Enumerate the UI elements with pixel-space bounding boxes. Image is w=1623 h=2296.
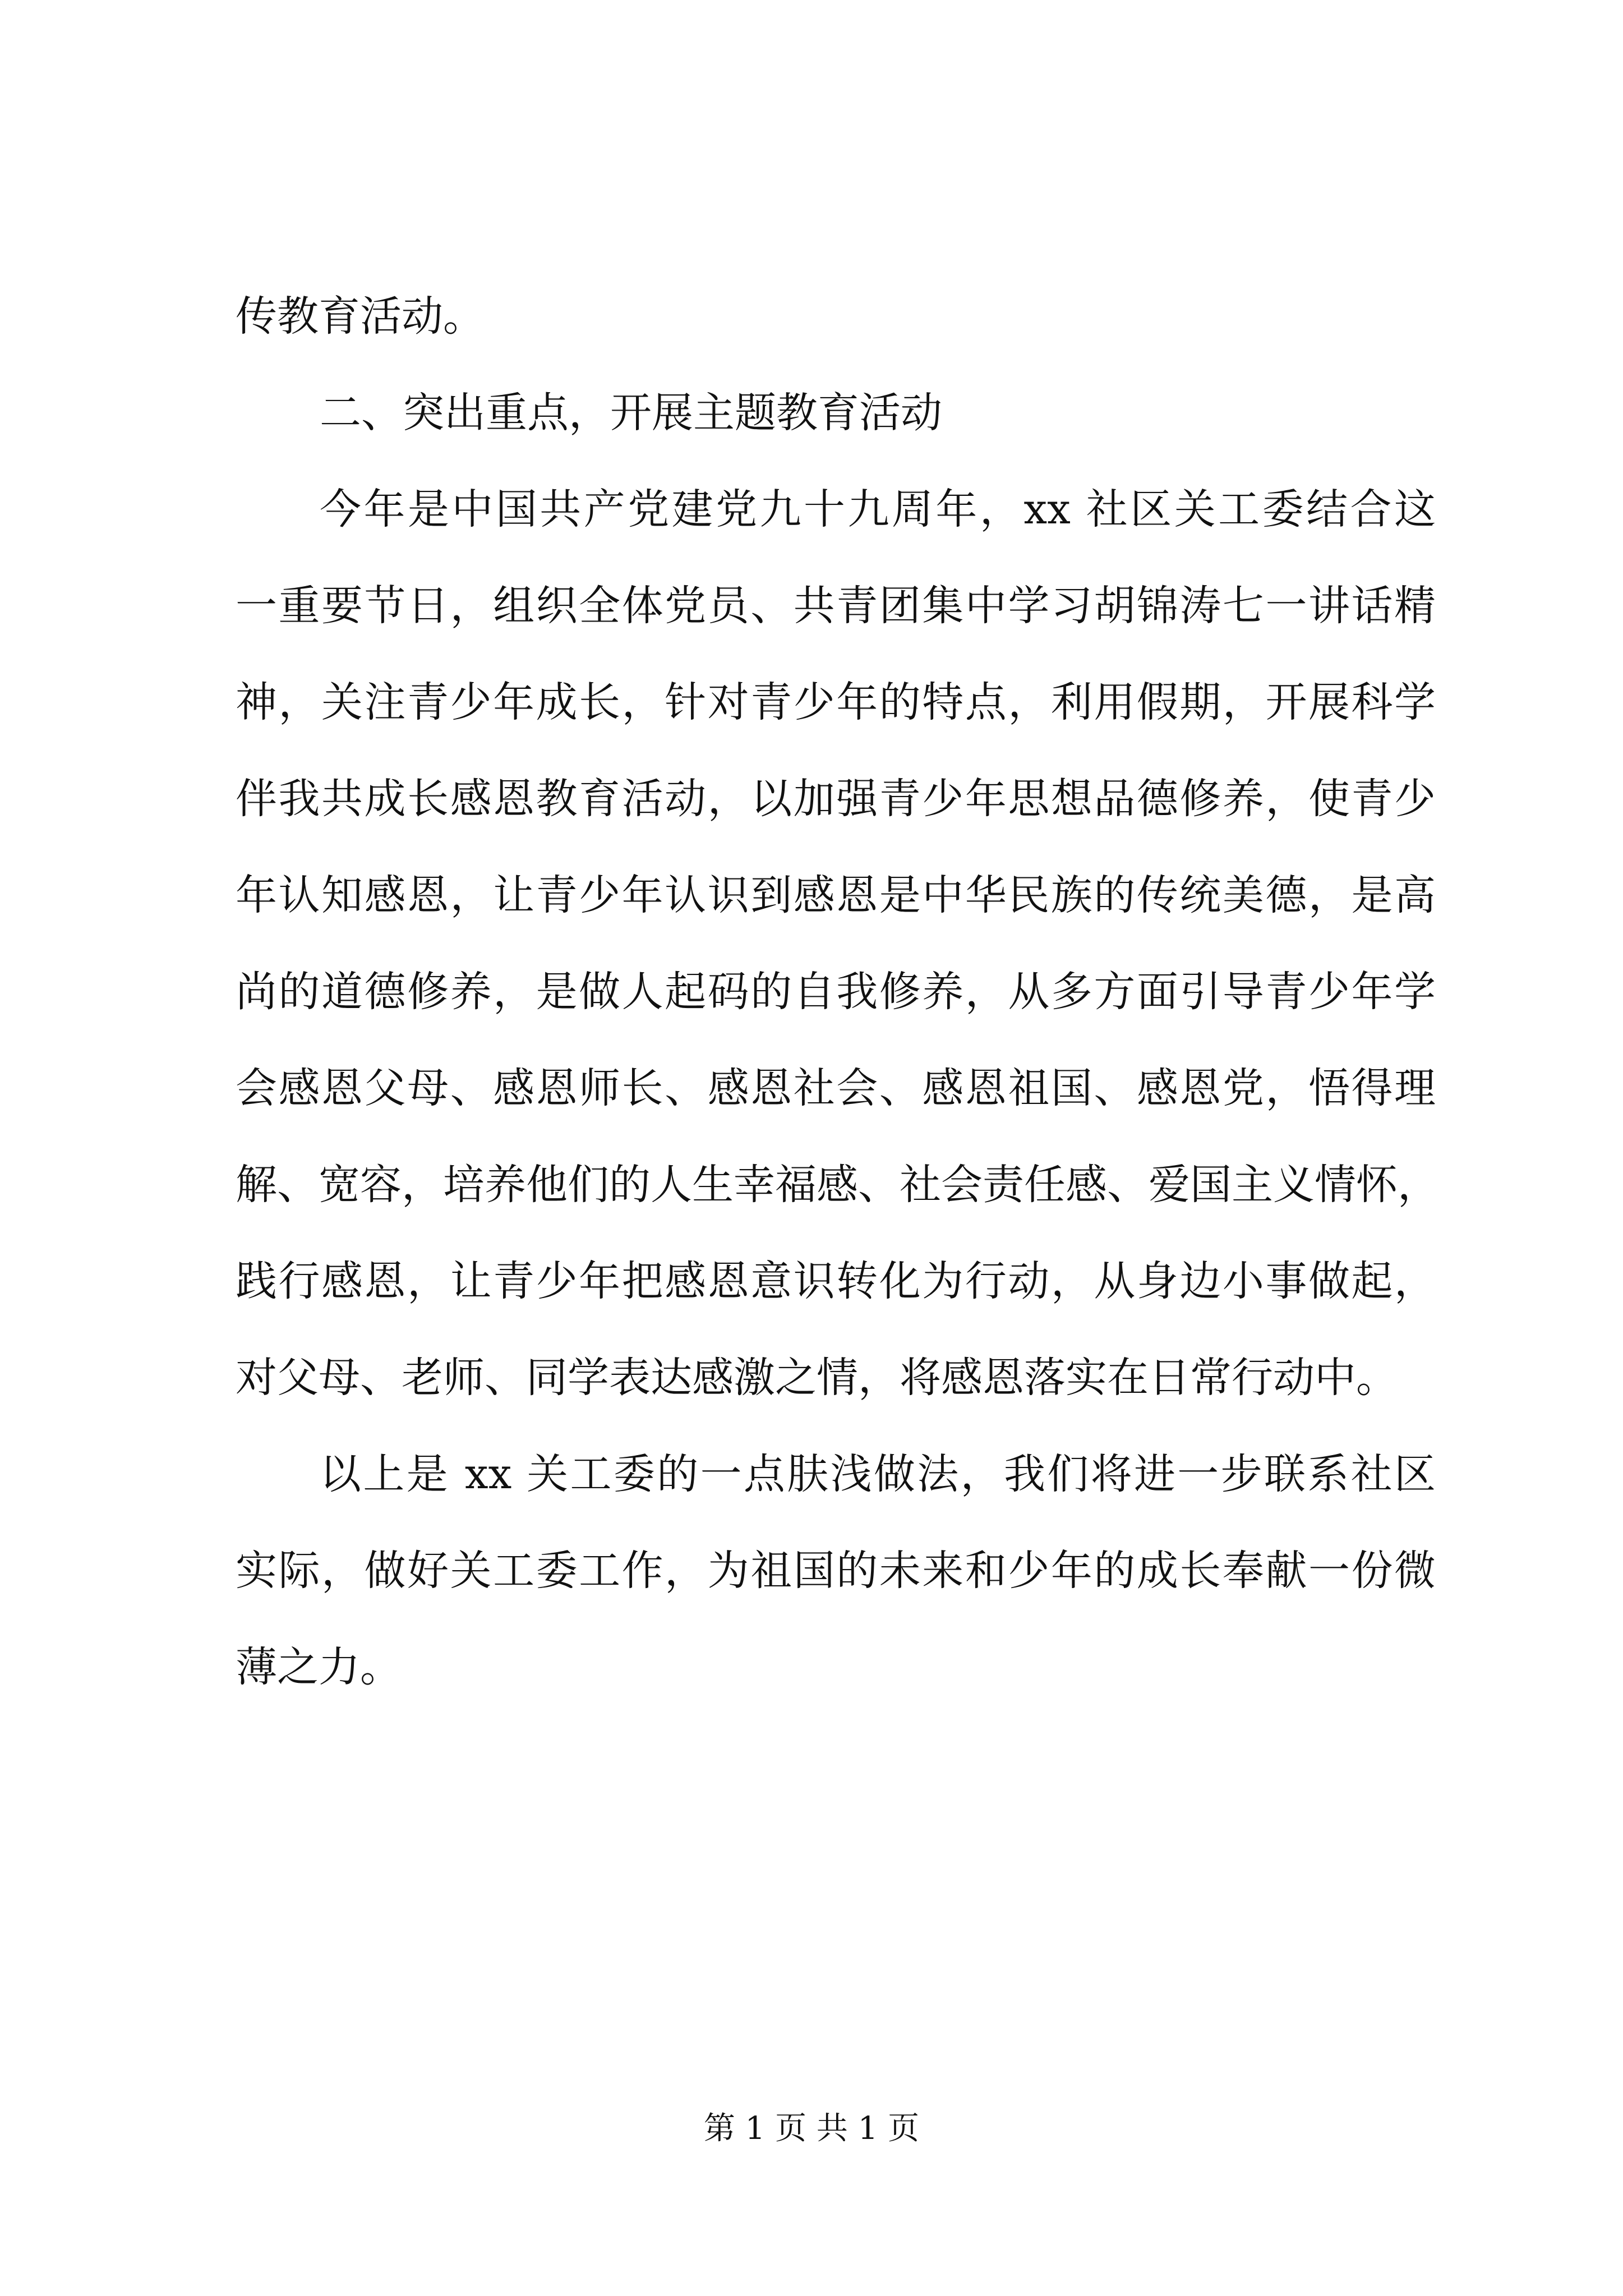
text-line: 践行感恩，让青少年把感恩意识转化为行动，从身边小事做起， [236,1257,1436,1305]
text-line: 传教育活动。 [236,292,485,341]
text-line: 会感恩父母、感恩师长、感恩社会、感恩祖国、感恩党，悟得理 [236,1064,1436,1112]
text-line: 年认知感恩，让青少年认识到感恩是中华民族的传统美德，是高 [236,871,1436,919]
text-line: 一重要节日，组织全体党员、共青团集中学习胡锦涛七一讲话精 [236,582,1436,630]
text-line: 以上是 xx 关工委的一点肤浅做法，我们将进一步联系社区 [320,1450,1436,1498]
text-line: 对父母、老师、同学表达感激之情，将感恩落实在日常行动中。 [236,1354,1398,1402]
text-line: 今年是中国共产党建党九十九周年，xx 社区关工委结合这 [320,485,1436,533]
document-body [236,268,1439,1715]
text-line: 神，关注青少年成长，针对青少年的特点，利用假期，开展科学 [236,678,1436,726]
section-heading: 二、突出重点，开展主题教育活动 [320,389,942,437]
text-line: 实际，做好关工委工作，为祖国的未来和少年的成长奉献一份微 [236,1547,1436,1595]
text-line: 伴我共成长感恩教育活动，以加强青少年思想品德修养，使青少 [236,775,1436,823]
text-line: 薄之力。 [236,1643,402,1691]
text-line: 解、宽容，培养他们的人生幸福感、社会责任感、爱国主义情怀， [236,1161,1439,1209]
text-line: 尚的道德修养，是做人起码的自我修养，从多方面引导青少年学 [236,968,1436,1016]
page-footer: 第 1 页 共 1 页 [703,2110,920,2147]
